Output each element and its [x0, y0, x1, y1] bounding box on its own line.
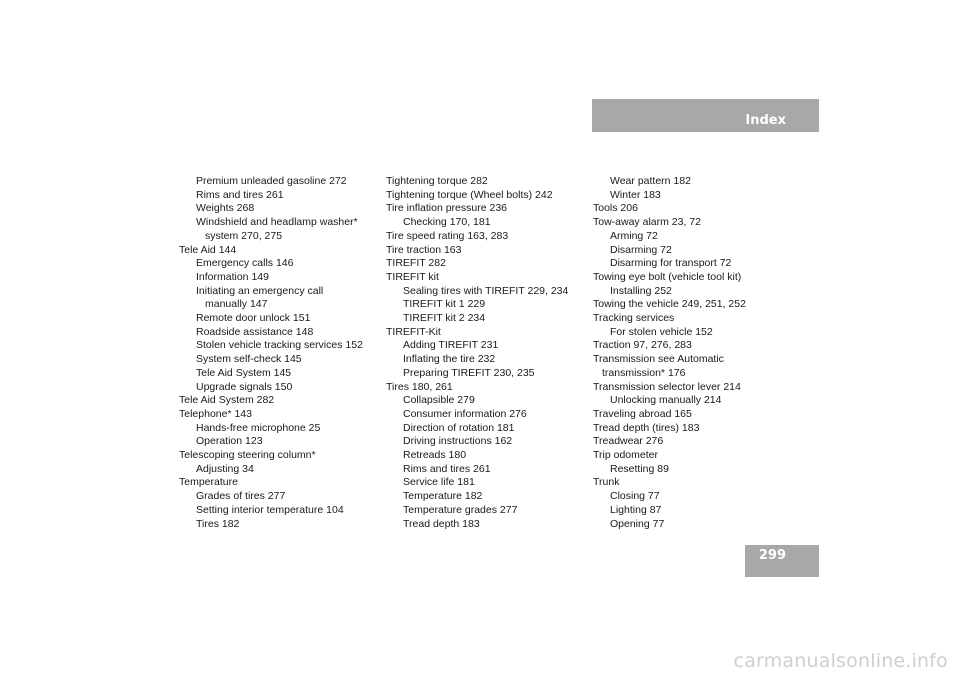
- index-entry: Telephone* 143: [179, 407, 252, 420]
- index-subentry: Lighting 87: [610, 503, 662, 516]
- index-subentry: system 270, 275: [205, 229, 283, 242]
- index-entry: Trip odometer: [593, 449, 658, 462]
- index-entry: Transmission selector lever 214: [593, 380, 741, 393]
- index-subentry: Adjusting 34: [196, 462, 254, 475]
- index-entry: TIREFIT kit: [386, 270, 439, 283]
- index-subentry: Closing 77: [610, 490, 660, 503]
- index-entry: Traveling abroad 165: [593, 407, 692, 420]
- section-title-tab: [592, 99, 819, 132]
- index-subentry: Opening 77: [610, 517, 665, 530]
- index-subentry: Windshield and headlamp washer*: [196, 216, 358, 229]
- index-subentry: Checking 170, 181: [403, 216, 491, 229]
- index-entry: Tire traction 163: [386, 243, 462, 256]
- index-entry: Towing the vehicle 249, 251, 252: [593, 298, 746, 311]
- index-subentry: Tread depth 183: [403, 517, 480, 530]
- index-entry: Tele Aid 144: [179, 243, 237, 256]
- index-subentry: Installing 252: [610, 284, 672, 297]
- index-entry: Towing eye bolt (vehicle tool kit): [593, 270, 742, 283]
- index-entry: Tire inflation pressure 236: [386, 202, 508, 215]
- index-entry: Tools 206: [593, 202, 638, 215]
- index-subentry: Temperature 182: [403, 490, 483, 503]
- index-subentry: TIREFIT kit 1 229: [403, 298, 486, 311]
- index-subentry: Retreads 180: [403, 449, 467, 462]
- index-entry: TIREFIT-Kit: [386, 325, 441, 338]
- index-subentry: Rims and tires 261: [196, 188, 284, 201]
- index-entry: Traction 97, 276, 283: [593, 339, 692, 352]
- index-subentry: Premium unleaded gasoline 272: [196, 175, 347, 187]
- index-entry: Tracking services: [593, 312, 675, 325]
- index-subentry: Sealing tires with TIREFIT 229, 234: [403, 284, 569, 297]
- index-column-2: [386, 175, 591, 531]
- index-subentry: Collapsible 279: [403, 394, 475, 407]
- index-subentry: Weights 268: [196, 202, 255, 215]
- index-subentry: Operation 123: [196, 435, 263, 448]
- index-subentry: Disarming for transport 72: [610, 257, 732, 270]
- index-entry: Tightening torque 282: [386, 175, 488, 187]
- index-entry: Trunk: [593, 476, 620, 489]
- index-subentry: Initiating an emergency call: [196, 284, 324, 297]
- index-subentry: Hands-free microphone 25: [196, 421, 321, 434]
- index-subentry: Tires 182: [196, 517, 240, 530]
- index-subentry: Inflating the tire 232: [403, 353, 496, 366]
- index-entry: Treadwear 276: [593, 435, 664, 448]
- index-subentry: Rims and tires 261: [403, 462, 491, 475]
- index-column-1: [179, 175, 384, 531]
- index-subentry: Remote door unlock 151: [196, 312, 311, 325]
- index-subentry: Arming 72: [610, 229, 658, 242]
- index-subentry: Preparing TIREFIT 230, 235: [403, 366, 535, 379]
- index-entry: Tele Aid System 282: [179, 394, 275, 407]
- index-subentry: Stolen vehicle tracking services 152: [196, 339, 363, 352]
- page-number: 299: [758, 548, 786, 563]
- index-subentry: TIREFIT kit 2 234: [403, 312, 486, 325]
- index-subentry: Wear pattern 182: [610, 175, 691, 187]
- index-subentry: Roadside assistance 148: [196, 325, 314, 338]
- index-entry: Tire speed rating 163, 283: [386, 229, 509, 242]
- index-subentry: Information 149: [196, 270, 269, 283]
- watermark: carmanualsonline.info: [733, 650, 948, 672]
- index-subentry: Adding TIREFIT 231: [403, 339, 499, 352]
- index-subentry: Driving instructions 162: [403, 435, 513, 448]
- index-subentry: Upgrade signals 150: [196, 380, 293, 393]
- index-subentry: For stolen vehicle 152: [610, 325, 713, 338]
- index-entry: Telescoping steering column*: [179, 449, 316, 462]
- index-subentry: Consumer information 276: [403, 407, 527, 420]
- index-subentry: Setting interior temperature 104: [196, 503, 344, 516]
- index-column-3: [593, 175, 798, 531]
- index-entry: Tread depth (tires) 183: [593, 421, 700, 434]
- index-subentry: System self-check 145: [196, 353, 302, 366]
- index-subentry: transmission* 176: [602, 366, 686, 379]
- index-subentry: Service life 181: [403, 476, 475, 489]
- index-entry: Transmission see Automatic: [593, 353, 724, 366]
- index-subentry: Resetting 89: [610, 462, 669, 475]
- index-subentry: Emergency calls 146: [196, 257, 294, 270]
- section-title: Index: [745, 113, 786, 128]
- index-entry: TIREFIT 282: [386, 257, 446, 270]
- index-subentry: manually 147: [205, 298, 268, 311]
- index-subentry: Winter 183: [610, 188, 661, 201]
- index-entry: Tightening torque (Wheel bolts) 242: [386, 188, 553, 201]
- index-subentry: Grades of tires 277: [196, 490, 286, 503]
- index-entry: Tires 180, 261: [386, 380, 453, 393]
- page-number-box: [745, 545, 819, 577]
- index-subentry: Temperature grades 277: [403, 503, 518, 516]
- index-entry: Temperature: [179, 476, 238, 489]
- index-subentry: Unlocking manually 214: [610, 394, 722, 407]
- index-subentry: Tele Aid System 145: [196, 366, 292, 379]
- index-entry: Tow-away alarm 23, 72: [593, 216, 701, 229]
- index-subentry: Disarming 72: [610, 243, 672, 256]
- index-subentry: Direction of rotation 181: [403, 421, 515, 434]
